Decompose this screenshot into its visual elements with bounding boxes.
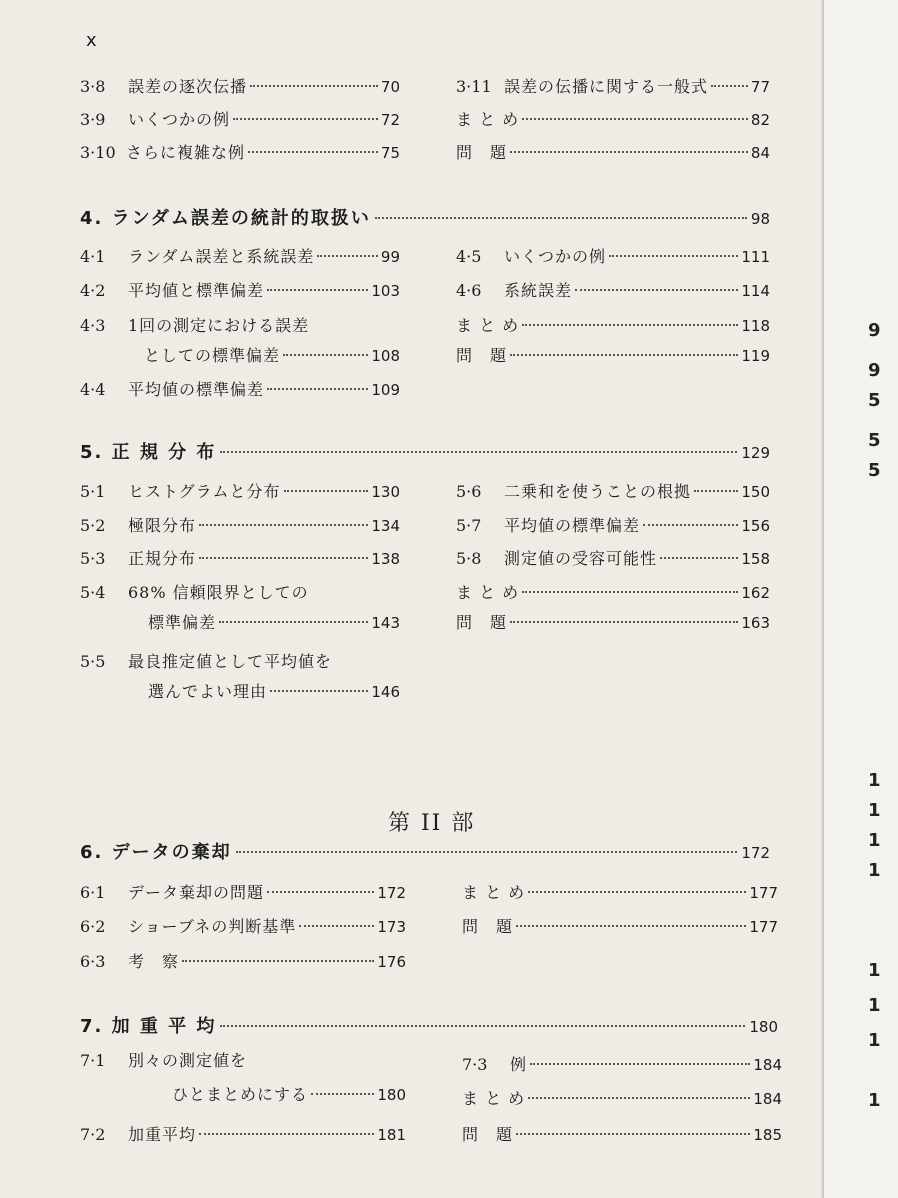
edge-numeral: 1 <box>868 830 881 851</box>
edge-numeral: 1 <box>868 995 881 1016</box>
edge-numeral: 9 <box>868 320 881 341</box>
toc-entry: 7·1 別々の測定値を <box>80 1051 248 1070</box>
toc-entry: 4·1 ランダム誤差と系統誤差 99 <box>80 247 400 266</box>
toc-entry: 6·1 データ棄却の問題 172 <box>80 883 406 902</box>
edge-numeral: 5 <box>868 460 881 481</box>
edge-numeral: 9 <box>868 360 881 381</box>
edge-numeral: 1 <box>868 800 881 821</box>
toc-entry: 4·6 系統誤差 114 <box>456 281 770 300</box>
adjacent-page-edge <box>822 0 898 1198</box>
toc-entry: ま と め 177 <box>462 883 778 902</box>
toc-entry: 問 題 163 <box>456 613 770 632</box>
page-folio: x <box>86 30 97 51</box>
toc-entry: 7·2 加重平均 181 <box>80 1125 406 1144</box>
toc-entry: 4·2 平均値と標準偏差 103 <box>80 281 400 300</box>
toc-entry-continued: としての標準偏差 108 <box>144 346 400 365</box>
edge-numeral: 5 <box>868 430 881 451</box>
toc-entry: 4·3 1回の測定における誤差 <box>80 316 310 335</box>
toc-entry: 5·2 極限分布 134 <box>80 516 400 535</box>
edge-numeral: 5 <box>868 390 881 411</box>
edge-numeral: 1 <box>868 770 881 791</box>
toc-entry: 問 題 119 <box>456 346 770 365</box>
toc-entry: ま と め 118 <box>456 316 770 335</box>
chapter-heading: 5. 正 規 分 布 129 <box>80 442 770 463</box>
toc-entry-continued: 標準偏差 143 <box>148 613 400 632</box>
toc-entry-continued: 選んでよい理由 146 <box>148 682 400 701</box>
toc-entry: 3·11 誤差の伝播に関する一般式 77 <box>456 77 770 96</box>
toc-entry: 4·4 平均値の標準偏差 109 <box>80 380 400 399</box>
toc-entry: 7·3 例 184 <box>462 1055 782 1074</box>
toc-entry: 5·6 二乗和を使うことの根拠 150 <box>456 482 770 501</box>
edge-numeral: 1 <box>868 1090 881 1111</box>
edge-numeral: 1 <box>868 860 881 881</box>
toc-entry: 5·7 平均値の標準偏差 156 <box>456 516 770 535</box>
toc-entry: 5·3 正規分布 138 <box>80 549 400 568</box>
toc-entry: ま と め 82 <box>456 110 770 129</box>
edge-numeral: 1 <box>868 1030 881 1051</box>
toc-entry: 3·8 誤差の逐次伝播 70 <box>80 77 400 96</box>
toc-entry: 6·2 ショーブネの判断基準 173 <box>80 917 406 936</box>
chapter-heading: 4. ランダム誤差の統計的取扱い 98 <box>80 208 770 229</box>
toc-entry: 5·8 測定値の受容可能性 158 <box>456 549 770 568</box>
toc-entry: ま と め 184 <box>462 1089 782 1108</box>
edge-numeral: 1 <box>868 960 881 981</box>
toc-entry: 5·1 ヒストグラムと分布 130 <box>80 482 400 501</box>
toc-entry: 問 題 185 <box>462 1125 782 1144</box>
toc-entry: 4·5 いくつかの例 111 <box>456 247 770 266</box>
chapter-heading: 7. 加 重 平 均 180 <box>80 1016 778 1037</box>
toc-entry: 6·3 考 察 176 <box>80 952 406 971</box>
chapter-heading: 6. データの棄却 172 <box>80 842 770 863</box>
toc-entry: ま と め 162 <box>456 583 770 602</box>
toc-entry-continued: ひとまとめにする 180 <box>172 1085 406 1104</box>
toc-entry: 問 題 84 <box>456 143 770 162</box>
part-heading: 第 II 部 <box>388 811 476 836</box>
toc-entry: 5·4 68% 信頼限界としての <box>80 583 309 602</box>
toc-entry: 問 題 177 <box>462 917 778 936</box>
toc-entry: 5·5 最良推定値として平均値を <box>80 652 333 671</box>
toc-entry: 3·10 さらに複雑な例 75 <box>80 143 400 162</box>
toc-entry: 3·9 いくつかの例 72 <box>80 110 400 129</box>
